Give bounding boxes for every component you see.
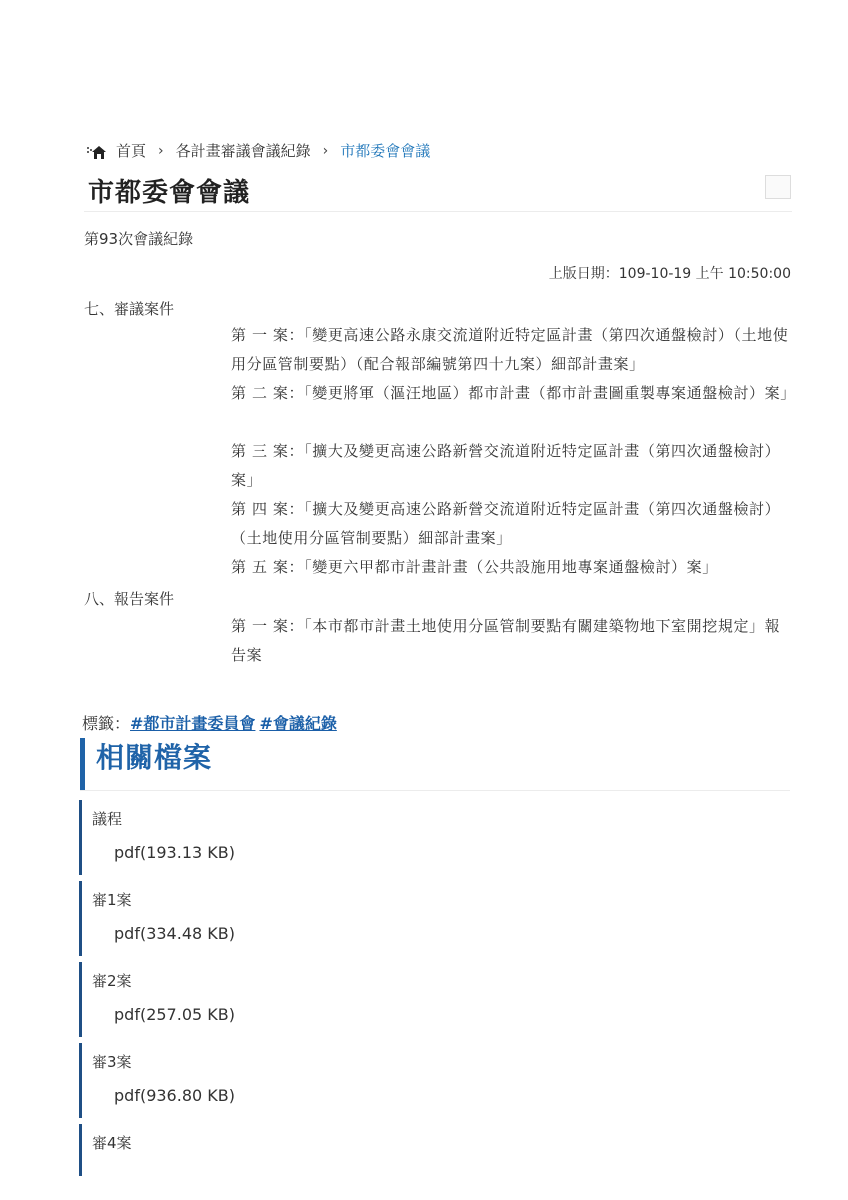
file-item <box>79 881 779 956</box>
corner-box <box>765 175 791 199</box>
review-case-4: 第 四 案：「擴大及變更高速公路新營交流道附近特定區計畫（第四次通盤檢討）（土地使用分區管制要點）細部計畫案」 <box>231 500 781 547</box>
review-case-1: 第 一 案：「變更高速公路永康交流道附近特定區計畫（第四次通盤檢討）（土地使用分區管制要點）（配合報部編號第四十九案）細部計畫案」 <box>231 326 789 373</box>
section-report-heading: 八、報告案件 <box>84 590 175 608</box>
file-name: 議程 <box>92 810 123 828</box>
file-name: 審3案 <box>92 1053 132 1071</box>
breadcrumb <box>86 140 430 161</box>
update-date: 上版日期：109-10-19 上午 10:50:00 <box>548 266 791 282</box>
file-item <box>79 1124 779 1176</box>
chevron-right-icon: › <box>158 142 164 159</box>
file-item <box>79 800 779 875</box>
tag-link-minutes[interactable]: #會議紀錄 <box>259 714 337 733</box>
page-title: 市都委會會議 <box>88 178 251 208</box>
breadcrumb-home-link[interactable]: 首頁 <box>116 142 147 160</box>
file-item <box>79 1043 779 1118</box>
tag-link-committee[interactable]: #都市計畫委員會 <box>130 714 256 733</box>
file-name: 審4案 <box>92 1134 132 1152</box>
breadcrumb-level2-link[interactable]: 各計畫審議會議紀錄 <box>175 142 311 160</box>
file-download-link[interactable]: pdf(936.80 KB) <box>114 1086 235 1105</box>
file-item <box>79 962 779 1037</box>
related-files-heading: 相關檔案 <box>80 738 212 790</box>
review-case-3: 第 三 案：「擴大及變更高速公路新營交流道附近特定區計畫（第四次通盤檢討）案」 <box>231 442 781 489</box>
report-case-1: 第 一 案：「本市都市計畫土地使用分區管制要點有關建築物地下室開挖規定」報告案 <box>231 617 781 664</box>
chevron-right-icon: › <box>322 142 329 159</box>
section-review-heading: 七、審議案件 <box>84 300 175 318</box>
file-name: 審2案 <box>92 972 132 990</box>
file-name: 審1案 <box>92 891 132 909</box>
breadcrumb-current-link[interactable]: 市都委會會議 <box>340 142 431 160</box>
file-download-link[interactable]: pdf(193.13 KB) <box>114 843 235 862</box>
tags-label: 標籤： <box>82 714 131 733</box>
home-icon[interactable] <box>86 144 106 160</box>
review-case-5: 第 五 案：「變更六甲都市計畫計畫（公共設施用地專案通盤檢討）案」 <box>231 558 718 576</box>
file-download-link[interactable]: pdf(257.05 KB) <box>114 1005 235 1024</box>
related-divider <box>80 790 790 791</box>
file-download-link[interactable]: pdf(334.48 KB) <box>114 924 235 943</box>
meeting-subtitle: 第93次會議紀錄 <box>84 230 194 248</box>
tags-line <box>82 711 341 734</box>
review-case-2: 第 二 案：「變更將軍（漚汪地區）都市計畫（都市計畫圖重製專案通盤檢討）案」 <box>231 384 796 402</box>
title-divider <box>84 211 792 212</box>
